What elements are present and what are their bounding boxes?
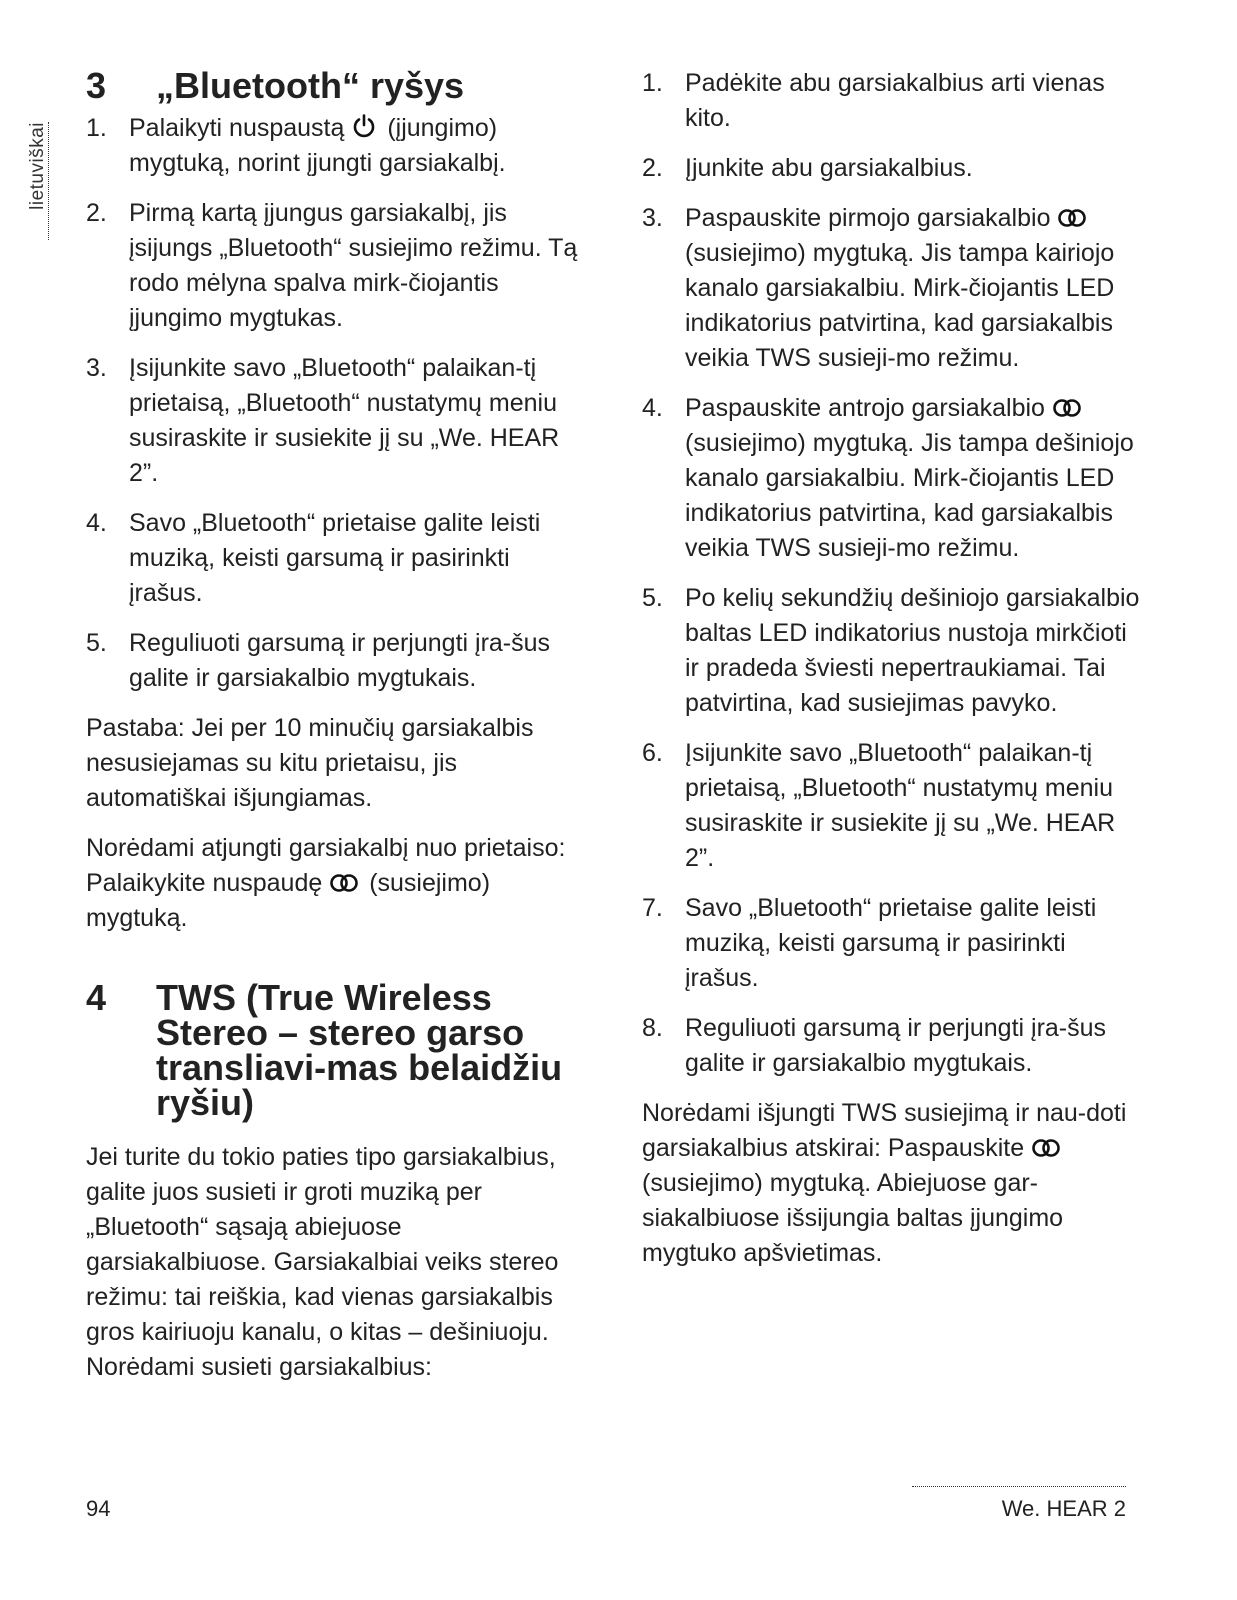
list-item: 4. Paspauskite antrojo garsiakalbio (susiejimo) mygtuką. Jis tampa dešiniojo kanalo garsiakalbiu. Mirk-čiojantis LED indikatorius patvirtina, kad garsiakalbis veikia TWS susieji-mo režimu. <box>642 394 1134 562</box>
link-icon <box>329 872 359 894</box>
section-3-heading <box>86 65 586 106</box>
section-3-number: 3 <box>86 65 107 106</box>
footer-divider <box>912 1486 1126 1487</box>
footer-product-title: We. HEAR 2 <box>1001 1496 1126 1521</box>
power-icon <box>351 113 377 139</box>
page-number: 94 <box>86 1496 111 1521</box>
language-label: lietuviškai <box>27 122 48 210</box>
list-item: 5. Po kelių sekundžių dešiniojo garsiakalbio baltas LED indikatorius nustoja mirkčioti ir pradeda šviesti nepertraukiamai. Tai patvirtina, kad susiejimas pavyko. <box>642 584 1140 717</box>
note-paragraph: Pastaba: Jei per 10 minučių garsiakalbis nesusiejamas su kitu prietaisu, jis automatiškai išjungiamas. <box>86 714 534 812</box>
list-item: 6. Įsijunkite savo „Bluetooth“ palaikan-tį prietaisą, „Bluetooth“ nustatymų meniu susiraskite ir susiekite jį su „We. HEAR 2”. <box>642 739 1116 872</box>
disconnect-paragraph: Norėdami atjungti garsiakalbį nuo prietaiso: Palaikykite nuspaudę (susiejimo) mygtuką. <box>86 834 566 932</box>
list-item: 1. Palaikyti nuspaustą (įjungimo) mygtuką, norint įjungti garsiakalbį. <box>86 114 506 177</box>
link-icon <box>1031 1137 1061 1159</box>
tws-steps <box>642 66 1142 1081</box>
list-item: 8. Reguliuoti garsumą ir perjungti įra-šus galite ir garsiakalbio mygtukais. <box>642 1014 1107 1077</box>
list-item: 4. Savo „Bluetooth“ prietaise galite leisti muziką, keisti garsumą ir pasirinkti įrašus. <box>86 509 541 607</box>
language-tab <box>20 122 49 240</box>
list-item: 1. Padėkite abu garsiakalbius arti vienas kito. <box>642 69 1105 132</box>
tws-outro-paragraph: Norėdami išjungti TWS susiejimą ir nau-doti garsiakalbius atskirai: Paspauskite (susiejimo) mygtuką. Abiejuose gar-siakalbiuose išsijungia baltas įjungimo mygtuko apšvietimas. <box>642 1099 1127 1267</box>
bluetooth-steps <box>86 111 586 696</box>
section-3-title: „Bluetooth“ ryšys <box>156 65 465 106</box>
section-4-heading <box>86 977 586 1123</box>
list-item: 3. Įsijunkite savo „Bluetooth“ palaikan-tį prietaisą, „Bluetooth“ nustatymų meniu susiraskite ir susiekite jį su „We. HEAR 2”. <box>86 354 560 487</box>
list-item: 3. Paspauskite pirmojo garsiakalbio (susiejimo) mygtuką. Jis tampa kairiojo kanalo garsiakalbiu. Mirk-čiojantis LED indikatorius patvirtina, kad garsiakalbis veikia TWS susieji-mo režimu. <box>642 204 1115 372</box>
left-column <box>86 65 586 1400</box>
tws-intro-paragraph: Jei turite du tokio paties tipo garsiakalbius, galite juos susieti ir groti muziką per „Bluetooth“ sąsają abiejuose garsiakalbiuose. Garsiakalbiai veiks stereo režimu: tai reiškia, kad vienas garsiakalbis gros kairiuoju kanalu, o kitas – dešiniuoju. Norėdami susieti garsiakalbius: <box>86 1143 559 1381</box>
list-item: 7. Savo „Bluetooth“ prietaise galite leisti muziką, keisti garsumą ir pasirinkti įrašus. <box>642 894 1097 992</box>
right-column <box>642 66 1142 1286</box>
section-4-title: TWS (True Wireless Stereo – stereo garso transliavi-mas belaidžiu ryšiu) <box>156 977 563 1123</box>
link-icon <box>1052 397 1082 419</box>
list-item: 2. Įjunkite abu garsiakalbius. <box>642 154 973 182</box>
link-icon <box>1057 207 1087 229</box>
list-item: 5. Reguliuoti garsumą ir perjungti įra-šus galite ir garsiakalbio mygtukais. <box>86 629 551 692</box>
list-item: 2. Pirmą kartą įjungus garsiakalbį, jis įsijungs „Bluetooth“ susiejimo režimu. Tą rodo mėlyna spalva mirk-čiojantis įjungimo mygtukas. <box>86 199 578 332</box>
section-4-number: 4 <box>86 977 107 1018</box>
